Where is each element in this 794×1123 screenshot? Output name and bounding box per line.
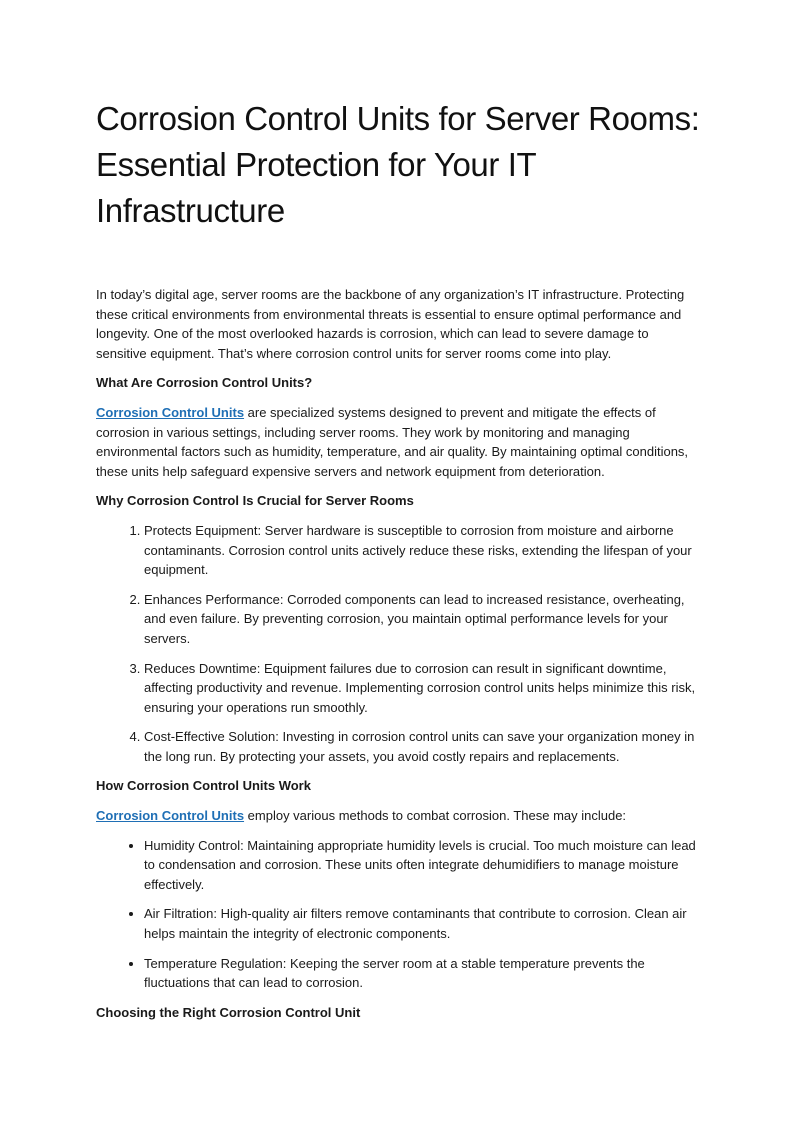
methods-list (96, 836, 700, 993)
section-heading-how-work: How Corrosion Control Units Work (96, 778, 311, 794)
list-item: 1. Protects Equipment: Server hardware is susceptible to corrosion from moisture and airborne contaminants. Corrosion control units actively reduce these risks, extending the lifespan of your equipment. (144, 521, 700, 580)
section-heading-why-crucial: Why Corrosion Control Is Crucial for Server Rooms (96, 493, 414, 509)
page-title: Corrosion Control Units for Server Rooms: Essential Protection for Your IT Infrastructure (96, 100, 700, 229)
section-how-work-paragraph (96, 806, 700, 826)
corrosion-control-units-link-2[interactable]: Corrosion Control Units (96, 808, 245, 824)
section-heading-choosing: Choosing the Right Corrosion Control Unit (96, 1004, 361, 1020)
list-item: • Air Filtration: High-quality air filters remove contaminants that contribute to corrosion. Clean air helps maintain the integrity of electronic components. (144, 904, 700, 943)
section-how-work-text: employ various methods to combat corrosion. These may include: (244, 808, 627, 824)
section-what-are-paragraph (96, 403, 700, 481)
document-page (96, 96, 700, 1032)
list-item: • Humidity Control: Maintaining appropriate humidity levels is crucial. Too much moisture can lead to condensation and corrosion. These units often integrate dehumidifiers to manage moisture effectively. (144, 836, 700, 895)
list-item: 4. Cost-Effective Solution: Investing in corrosion control units can save your organization money in the long run. By protecting your assets, you avoid costly repairs and replacements. (144, 727, 700, 766)
why-crucial-list (96, 521, 700, 767)
list-item: 2. Enhances Performance: Corroded components can lead to increased resistance, overheating, and even failure. By preventing corrosion, you maintain optimal performance levels for your servers. (144, 590, 700, 649)
list-item: • Temperature Regulation: Keeping the server room at a stable temperature prevents the fluctuations that can lead to corrosion. (144, 954, 700, 993)
list-item: 3. Reduces Downtime: Equipment failures due to corrosion can result in significant downtime, affecting productivity and revenue. Implementing corrosion control units helps minimize this risk, ensuring your operations run smoothly. (144, 659, 700, 718)
corrosion-control-units-link[interactable]: Corrosion Control Units (96, 404, 245, 420)
section-heading-what-are: What Are Corrosion Control Units? (96, 375, 313, 391)
section-what-are-text: are specialized systems designed to prevent and mitigate the effects of corrosion in various settings, including server rooms. They work by monitoring and managing environmental factors such as humidity, temperature, and air quality. By maintaining optimal conditions, these units help safeguard expensive servers and network equipment from deterioration. (96, 404, 689, 479)
intro-paragraph: In today’s digital age, server rooms are the backbone of any organization’s IT infrastructure. Protecting these critical environments from environmental threats is essential to ensure optimal performance and longevity. One of the most overlooked hazards is corrosion, which can lead to severe damage to sensitive equipment. That’s where corrosion control units for server rooms come into play. (96, 287, 685, 361)
